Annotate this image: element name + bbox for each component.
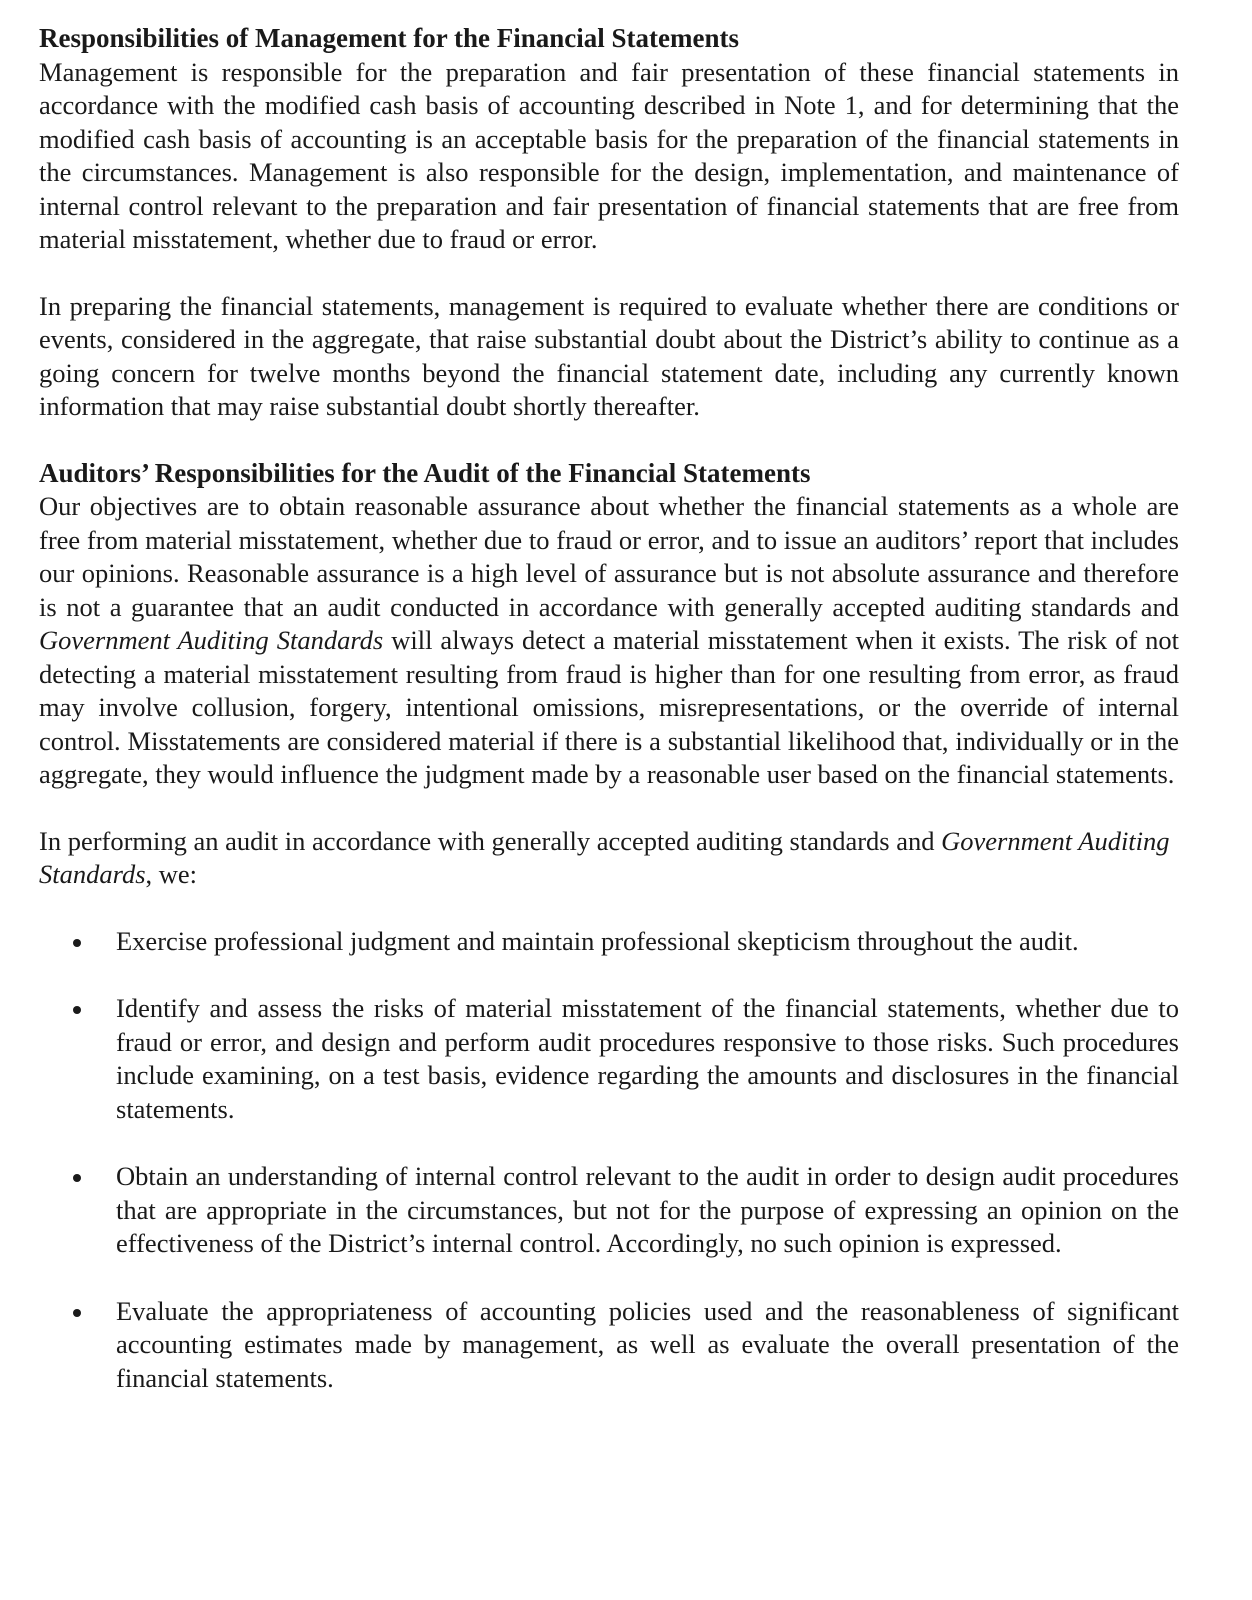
list-item <box>39 1160 1179 1261</box>
text-run: will always detect a material misstatement when it exists. The risk of not detecting a material misstatement resulting from fraud is higher than for one resulting from error, as fraud may involve collusion, forgery, intentional omissions, misrepresentations, or the override of internal control. Misstatements are considered material if there is a substantial likelihood that, individually or in the aggregate, they would influence the judgment made by a reasonable user based on the financial statements. <box>39 625 1179 789</box>
document-page <box>39 22 1179 1429</box>
bullet-icon <box>73 939 81 947</box>
paragraph-going-concern: In preparing the financial statements, management is required to evaluate whether there are conditions or events, considered in the aggregate, that raise substantial doubt about the District’s ability to continue as a going concern for twelve months beyond the financial statement date, including any currently known information that may raise substantial doubt shortly thereafter. <box>39 290 1179 421</box>
list-item-text: Exercise professional judgment and maintain professional skepticism throughout the audit. <box>116 925 1079 956</box>
audit-procedures-list <box>39 925 1179 1396</box>
italic-standards-title: Government Auditing Standards <box>39 825 1170 889</box>
paragraph-gap <box>39 257 1179 290</box>
section-heading-auditors: Auditors’ Responsibilities for the Audit of the Financial Statements <box>39 457 811 488</box>
list-item-text: Identify and assess the risks of material misstatement of the financial statements, whether due to fraud or error, and design and perform audit procedures responsive to those risks. Such procedures include examining, on a test basis, evidence regarding the amounts and disclosures in the financial statements. <box>116 993 1179 1124</box>
bullet-icon <box>73 1006 81 1014</box>
paragraph-gap <box>39 892 1179 925</box>
bullet-icon <box>73 1174 81 1182</box>
list-item <box>39 992 1179 1126</box>
bullet-icon <box>73 1309 81 1317</box>
list-item <box>39 1295 1179 1396</box>
paragraph-audit-performance-intro <box>39 825 1179 892</box>
list-item-text: Obtain an understanding of internal control relevant to the audit in order to design audit procedures that are appropriate in the circumstances, but not for the purpose of expressing an opinion on the effectiveness of the District’s internal control. Accordingly, no such opinion is expressed. <box>116 1161 1179 1258</box>
text-run: In performing an audit in accordance with generally accepted auditing standards and <box>39 825 942 856</box>
list-item <box>39 925 1179 959</box>
paragraph-management-responsibility: Management is responsible for the preparation and fair presentation of these financial statements in accordance with the modified cash basis of accounting described in Note 1, and for determining that the modified cash basis of accounting is an acceptable basis for the preparation of the financial statements in the circumstances. Management is also responsible for the design, implementation, and maintenance of internal control relevant to the preparation and fair presentation of financial statements that are free from material misstatement, whether due to fraud or error. <box>39 56 1179 254</box>
text-run: Our objectives are to obtain reasonable assurance about whether the financial statements as a whole are free from material misstatement, whether due to fraud or error, and to issue an auditors’ report that includes our opinions. Reasonable assurance is a high level of assurance but is not absolute assurance and therefore is not a guarantee that an audit conducted in accordance with generally accepted auditing standards and <box>39 491 1179 622</box>
paragraph-gap <box>39 792 1179 825</box>
paragraph-gap <box>39 424 1179 457</box>
italic-standards-title: Government Auditing Standards <box>39 625 384 655</box>
list-item-text: Evaluate the appropriateness of accounting policies used and the reasonableness of significant accounting estimates made by management, as well as evaluate the overall presentation of the financial statements. <box>116 1295 1179 1393</box>
paragraph-auditor-objectives <box>39 490 1179 792</box>
section-heading-management: Responsibilities of Management for the Financial Statements <box>39 23 739 53</box>
text-run: , we: <box>145 859 198 889</box>
